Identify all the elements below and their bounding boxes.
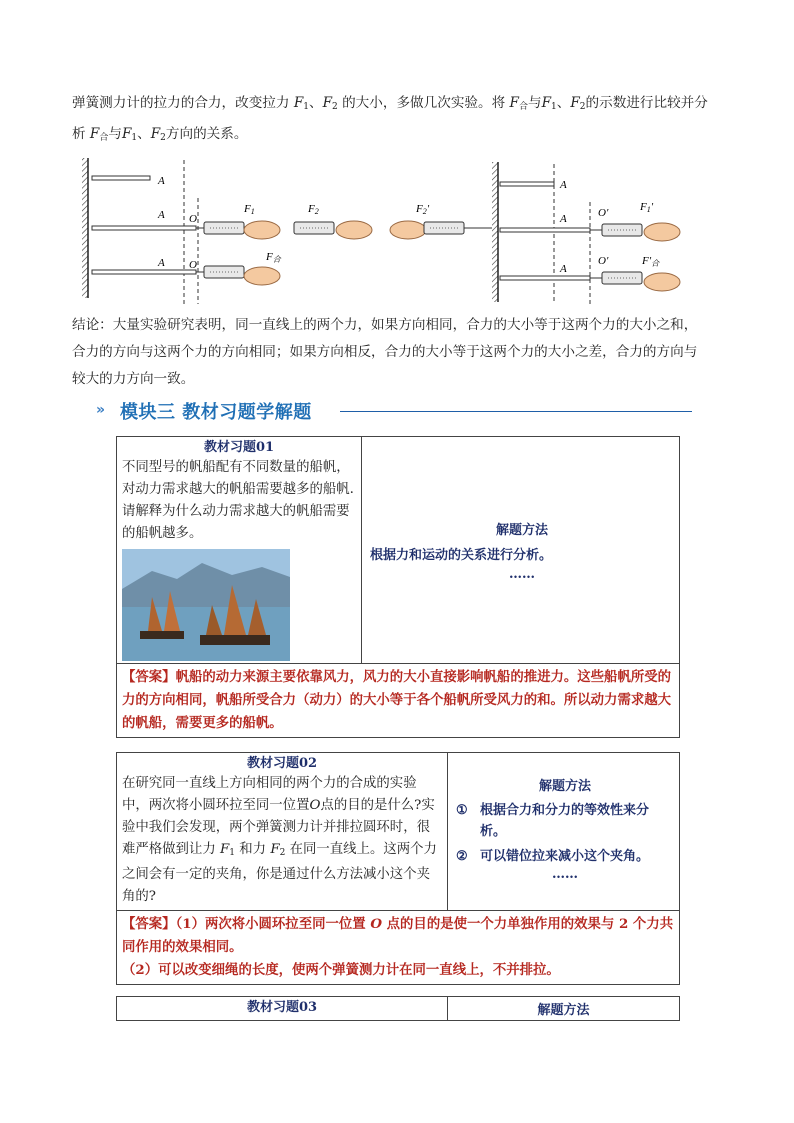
left-wall	[82, 158, 88, 298]
exercise-01-ellipsis: ……	[509, 566, 535, 582]
rubber-band-row1	[92, 176, 150, 180]
label-a-row3: A	[158, 257, 165, 269]
conclusion-line-2: 合力的方向与这两个力的方向相同；如果方向相反，合力的大小等于这两个力的大小之差，合力的方向与	[72, 344, 698, 360]
spring-scale-fprimehe	[590, 272, 642, 284]
exercise-01-method-title: 解题方法	[495, 522, 548, 538]
exercise-01-method-cell	[362, 437, 680, 664]
sailboat-photo	[122, 549, 290, 661]
exercise-03-method-title: 解题方法	[537, 1003, 590, 1018]
spring-scale-f1prime	[590, 224, 642, 236]
exercise-02-text: 在研究同一直线上方向相同的两个力的合成的实验中，两次将小圆环拉至同一位置O点的目的是什么?实验中我们会发现，两个弹簧测力计并排拉圆环时，很难严格做到让力 $F_1$ 和力 $F_2$ 在同一直线上。这两个力之间会有一定的夹角，你是通过什么方法减小这个夹角的?	[122, 776, 437, 904]
right-label-oprime-row2: O′	[598, 207, 609, 219]
hand-f1prime	[644, 223, 680, 241]
module-heading	[96, 398, 616, 424]
spring-scale-f2prime	[424, 222, 492, 234]
hand-fprimehe	[644, 273, 680, 291]
exercise-01-method-text: 根据力和运动的关系进行分析。	[370, 547, 553, 563]
hand-f2prime	[390, 221, 426, 239]
label-f2prime: F2′	[416, 203, 430, 216]
exercise-02-ellipsis: ……	[552, 867, 578, 882]
label-a-row1: A	[158, 175, 165, 187]
module-rule	[340, 411, 692, 412]
label-o-row2: O	[189, 213, 197, 225]
intro-line-2: 析 $F_合$与$F_1$、$F_2$方向的关系。	[72, 126, 248, 143]
right-label-a-row2: A	[560, 213, 567, 225]
spring-scale-f1	[196, 222, 244, 234]
exercise-02-method-title: 解题方法	[538, 779, 591, 794]
hand-fhe	[244, 267, 280, 285]
intro-paragraph	[72, 90, 727, 152]
spring-scale-f2	[294, 222, 334, 234]
exercise-01-question-cell	[117, 437, 362, 664]
right-wall	[492, 162, 498, 302]
rubber-band-row2	[92, 226, 196, 230]
exercise-02-method-cell	[448, 753, 680, 911]
hand-f1	[244, 221, 280, 239]
label-o-row3: O	[189, 259, 197, 271]
right-band-row3	[500, 276, 590, 280]
exercise-02-method-1: ① 根据合力和分力的等效性来分析。	[456, 803, 650, 839]
exercise-01-title: 教材习题01	[203, 440, 275, 455]
conclusion-line-1: 结论：大量实验研究表明，同一直线上的两个力，如果方向相同，合力的大小等于这两个力的大小之和，	[72, 317, 698, 333]
exercise-01-table	[116, 436, 680, 738]
exercise-01-answer: 【答案】帆船的动力来源主要依靠风力，风力的大小直接影响帆船的推进力。这些船帆所受的力的方向相同，帆船所受合力（动力）的大小等于各个船帆所受风力的和。所以动力需求越大的帆船，需要更多的船帆。	[122, 669, 672, 731]
exercise-02-table	[116, 752, 680, 985]
conclusion-paragraph	[72, 312, 727, 393]
exercise-03-table	[116, 996, 680, 1021]
intro-line-1: 弹簧测力计的拉力的合力，改变拉力 $F_1$、$F_2$ 的大小，多做几次实验。将 $F_合$与$F_1$、$F_2$的示数进行比较并分	[72, 95, 708, 112]
label-fprimehe: F′合	[642, 255, 660, 268]
label-f1: F1	[244, 203, 255, 216]
exercise-03-method-cell	[448, 997, 680, 1021]
exercise-02-answer-2: （2）可以改变细绳的长度，使两个弹簧测力计在同一直线上，不并排拉。	[122, 962, 560, 978]
exercise-02-method-2: ② 可以错位拉来减小这个夹角。	[456, 849, 650, 864]
right-band-row1	[500, 182, 554, 186]
hand-f2	[336, 221, 372, 239]
spring-scale-fhe	[196, 266, 244, 278]
module-title: 模块三 教材习题学解题	[120, 402, 312, 423]
double-chevron-icon: »	[96, 402, 106, 418]
exercise-01-answer-cell	[117, 664, 680, 738]
label-fhe: F合	[266, 251, 281, 264]
right-band-row2	[500, 228, 590, 232]
conclusion-line-3: 较大的力方向一致。	[72, 371, 195, 387]
experiment-figure	[78, 158, 690, 306]
label-f1prime: F1′	[640, 201, 654, 214]
label-a-row2: A	[158, 209, 165, 221]
right-label-a-row3: A	[560, 263, 567, 275]
exercise-02-question-cell	[117, 753, 448, 911]
exercise-03-title: 教材习题03	[246, 1000, 318, 1015]
right-label-a-row1: A	[560, 179, 567, 191]
right-label-oprime-row3: O′	[598, 255, 609, 267]
exercise-03-question-cell	[117, 997, 448, 1021]
exercise-02-answer-cell	[117, 911, 680, 985]
exercise-01-text: 不同型号的帆船配有不同数量的船帆，对动力需求越大的帆船需要越多的船帆.请解释为什么动力需求越大的帆船需要的船帆越多。	[122, 460, 354, 541]
exercise-02-answer-1: 【答案】（1）两次将小圆环拉至同一位置 O 点的目的是使一个力单独作用的效果与 2 个力共同作用的效果相同。	[122, 916, 674, 955]
rubber-band-row3	[92, 270, 196, 274]
label-f2: F2	[308, 203, 319, 216]
exercise-02-title: 教材习题02	[246, 756, 318, 771]
